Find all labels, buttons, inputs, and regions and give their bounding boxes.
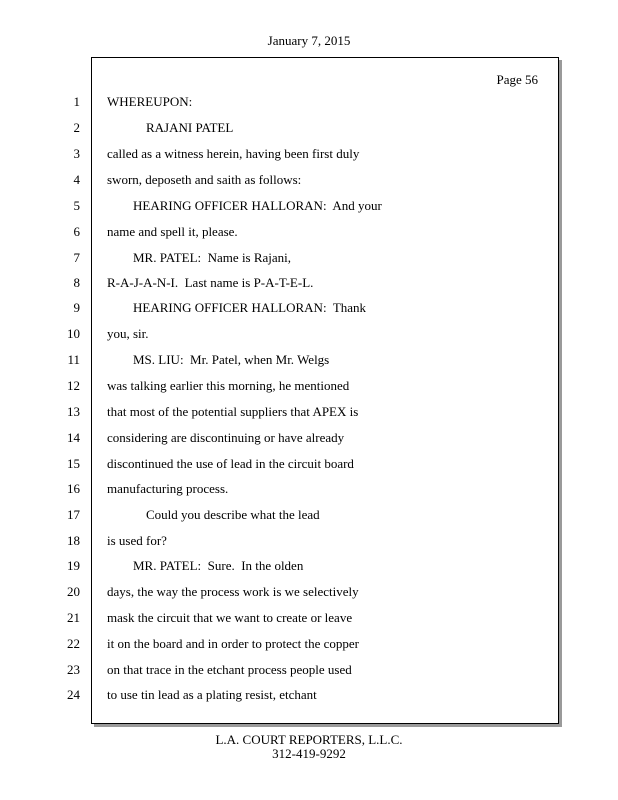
transcript-line: HEARING OFFICER HALLORAN: And your xyxy=(107,198,382,213)
transcript-line: name and spell it, please. xyxy=(107,224,238,239)
line-number: 14 xyxy=(67,430,80,445)
line-number: 16 xyxy=(67,481,80,496)
line-number: 18 xyxy=(67,533,80,548)
line-number: 21 xyxy=(67,610,80,625)
line-number: 22 xyxy=(67,636,80,651)
page-number: Page 56 xyxy=(496,72,538,87)
line-number: 11 xyxy=(67,352,80,367)
line-number: 5 xyxy=(73,198,80,213)
transcript-line: days, the way the process work is we selectively xyxy=(107,584,359,599)
transcript-line: MR. PATEL: Name is Rajani, xyxy=(107,250,292,265)
transcript-line: sworn, deposeth and saith as follows: xyxy=(107,172,302,187)
line-number: 8 xyxy=(73,275,80,290)
transcript-line: discontinued the use of lead in the circuit board xyxy=(107,456,354,471)
transcript-line: HEARING OFFICER HALLORAN: Thank xyxy=(107,300,367,315)
transcript-line: considering are discontinuing or have already xyxy=(107,430,345,445)
header-date: January 7, 2015 xyxy=(267,33,351,48)
transcript-line: that most of the potential suppliers that APEX is xyxy=(107,404,359,419)
transcript-line: Could you describe what the lead xyxy=(107,507,320,522)
line-number: 20 xyxy=(67,584,80,599)
transcript-line: called as a witness herein, having been first duly xyxy=(107,146,360,161)
line-number: 15 xyxy=(67,456,80,471)
line-number: 7 xyxy=(73,250,80,265)
transcript-line: WHEREUPON: xyxy=(107,94,193,109)
line-number: 19 xyxy=(67,558,80,573)
line-number: 3 xyxy=(73,146,80,161)
line-number: 13 xyxy=(67,404,80,419)
transcript-line: R-A-J-A-N-I. Last name is P-A-T-E-L. xyxy=(107,275,314,290)
line-number: 6 xyxy=(73,224,80,239)
footer-company: L.A. COURT REPORTERS, L.L.C. xyxy=(215,732,403,747)
transcript-line: to use tin lead as a plating resist, etchant xyxy=(107,687,317,702)
line-number: 9 xyxy=(73,300,80,315)
line-number: 12 xyxy=(67,378,80,393)
transcript-line: mask the circuit that we want to create or leave xyxy=(107,610,353,625)
transcript-line: on that trace in the etchant process people used xyxy=(107,662,352,677)
footer-phone: 312-419-9292 xyxy=(272,746,346,761)
line-number: 24 xyxy=(67,687,80,702)
transcript-line: you, sir. xyxy=(107,326,149,341)
transcript-line: RAJANI PATEL xyxy=(107,120,234,135)
transcript-line: is used for? xyxy=(107,533,167,548)
transcript-line: it on the board and in order to protect the copper xyxy=(107,636,359,651)
transcript-line: manufacturing process. xyxy=(107,481,229,496)
transcript-line: was talking earlier this morning, he mentioned xyxy=(107,378,350,393)
line-number: 1 xyxy=(73,94,80,109)
line-number: 10 xyxy=(67,326,80,341)
line-number: 17 xyxy=(67,507,80,522)
line-number: 23 xyxy=(67,662,80,677)
line-number: 2 xyxy=(73,120,80,135)
transcript-line: MR. PATEL: Sure. In the olden xyxy=(107,558,304,573)
line-number: 4 xyxy=(73,172,80,187)
transcript-line: MS. LIU: Mr. Patel, when Mr. Welgs xyxy=(107,352,330,367)
